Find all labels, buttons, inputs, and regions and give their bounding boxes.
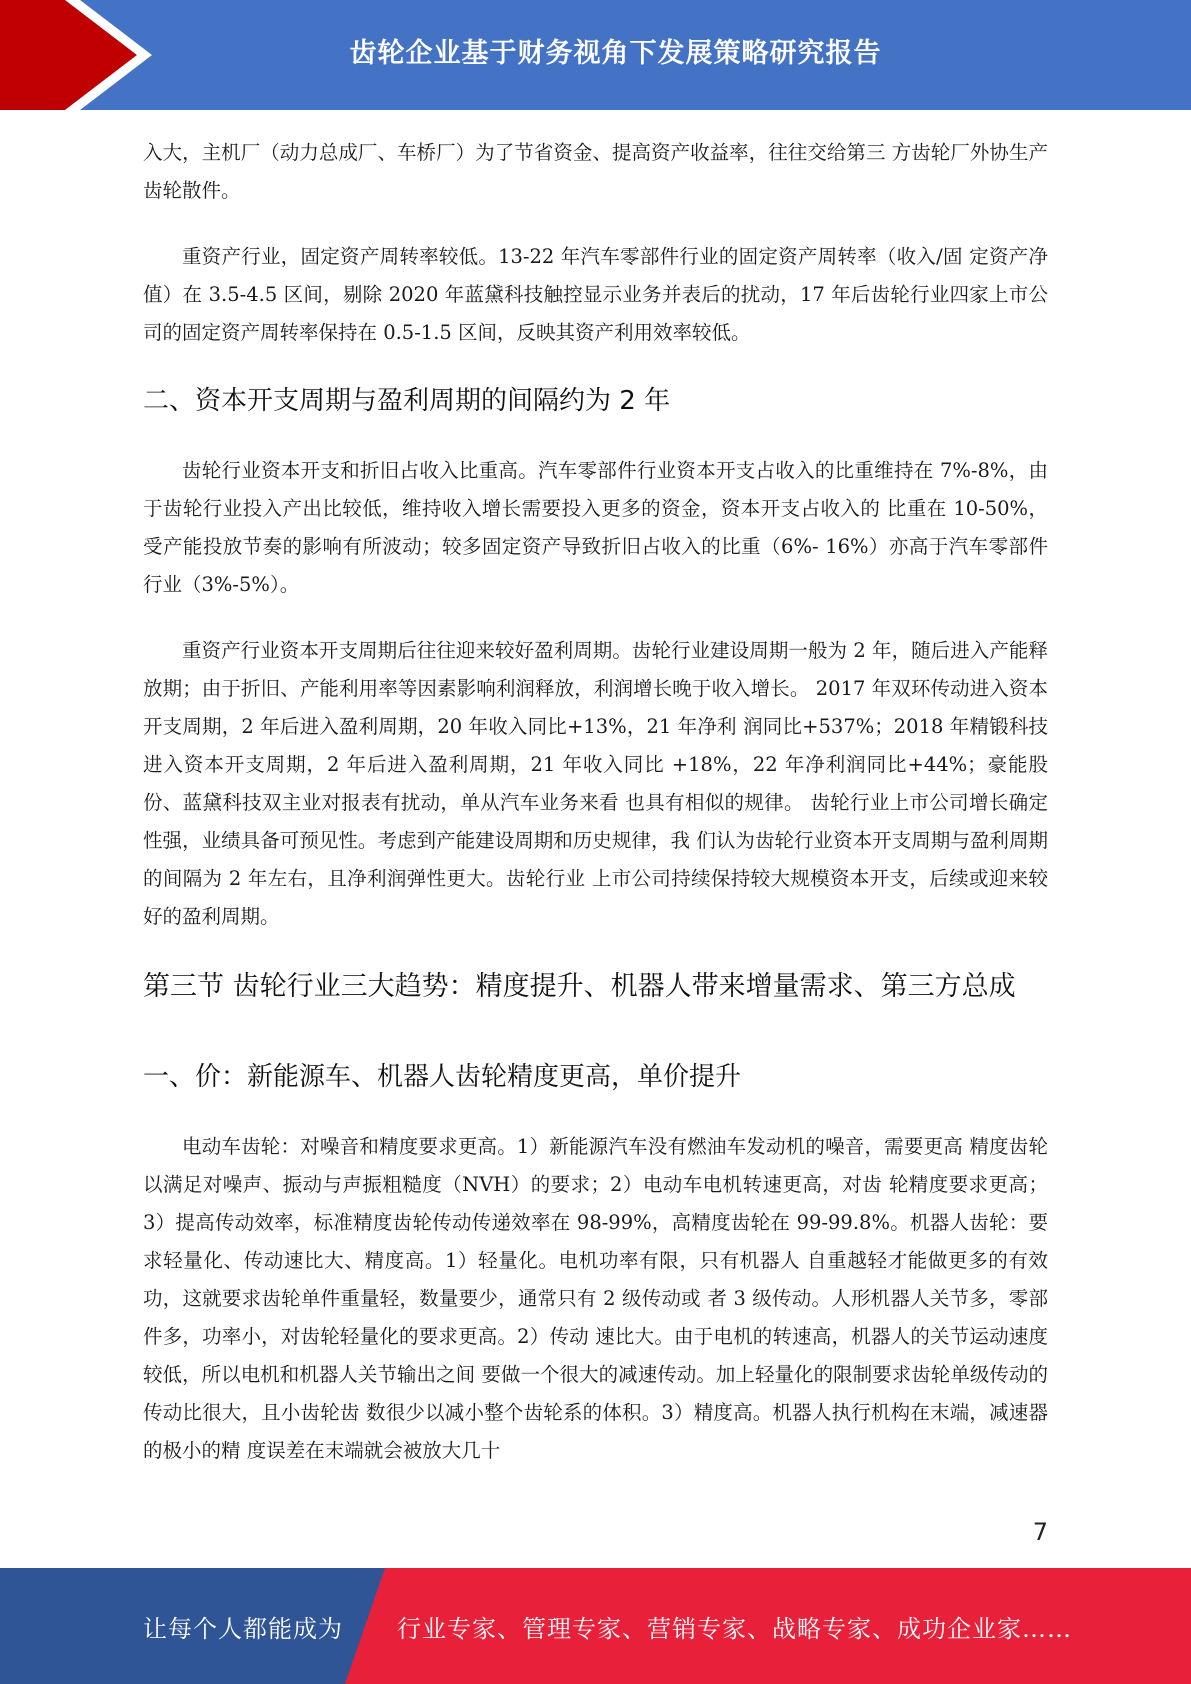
chapter-heading: 第三节 齿轮行业三大趋势：精度提升、机器人带来增量需求、第三方总成 bbox=[143, 971, 1016, 1002]
section-heading: 二、资本开支周期与盈利周期的间隔约为 2 年 bbox=[143, 386, 671, 416]
paragraph: 重资产行业资本开支周期后往往迎来较好盈利周期。齿轮行业建设周期一般为 2 年，随后进入产能释放期；由于折旧、产能利用率等因素影响利润释放，利润增长晚于收入增长。 2017 年双环传动进入资本开支周期，2 年后进入盈利周期，20 年收入同比+13%，21 年净利 润同比+537%；2018 年精锻科技进入资本开支周期，2 年后进入盈利周期，21 年收入同比 +18%，22 年净利润同比+44%；豪能股份、蓝黛科技双主业对报表有扰动，单从汽车业务来看 也具有相似的规律。 齿轮行业上市公司增长确定性强，业绩具备可预见性。考虑到产能建设周期和历史规律，我 们认为齿轮行业资本开支周期与盈利周期的间隔为 2 年左右，且净利润弹性更大。齿轮行业 上市公司持续保持较大规模资本开支，后续或迎来较好的盈利周期。 bbox=[143, 639, 1048, 928]
paragraph: 重资产行业，固定资产周转率较低。13-22 年汽车零部件行业的固定资产周转率（收入/固 定资产净值）在 3.5-4.5 区间，剔除 2020 年蓝黛科技触控显示业务并表后的扰动，17 年后齿轮行业四家上市公司的固定资产周转率保持在 0.5-1.5 区间，反映其资产利用效率较低。 bbox=[143, 245, 1048, 344]
paragraph: 入大，主机厂（动力总成厂、车桥厂）为了节省资金、提高资产收益率，往往交给第三 方齿轮厂外协生产齿轮散件。 bbox=[143, 141, 1048, 202]
page-number: 7 bbox=[1032, 1518, 1048, 1546]
page-header bbox=[0, 0, 1191, 110]
page-footer bbox=[0, 1568, 1191, 1684]
paragraph: 齿轮行业资本开支和折旧占收入比重高。汽车零部件行业资本开支占收入的比重维持在 7%-8%，由于齿轮行业投入产出比较低，维持收入增长需要投入更多的资金，资本开支占收入的 比重在 10-50%，受产能投放节奏的影响有所波动；较多固定资产导致折旧占收入的比重（6%- 16%）亦高于汽车零部件行业（3%-5%）。 bbox=[143, 459, 1048, 596]
footer-slogan-left: 让每个人都能成为 bbox=[143, 1614, 343, 1643]
header-title: 齿轮企业基于财务视角下发展策略研究报告 bbox=[349, 37, 882, 69]
footer-slogan-right: 行业专家、管理专家、营销专家、战略专家、成功企业家…… bbox=[397, 1614, 1072, 1643]
document-body bbox=[143, 134, 1048, 1498]
paragraph: 电动车齿轮：对噪音和精度要求更高。1）新能源汽车没有燃油车发动机的噪音，需要更高 精度齿轮以满足对噪声、振动与声振粗糙度（NVH）的要求；2）电动车电机转速更高，对齿 轮精度要求更高；3）提高传动效率，标准精度齿轮传动传递效率在 98-99%，高精度齿轮在 99-99.8%。机器人齿轮：要求轻量化、传动速比大、精度高。1）轻量化。电机功率有限，只有机器人 自重越轻才能做更多的有效功，这就要求齿轮单件重量轻，数量要少，通常只有 2 级传动或 者 3 级传动。人形机器人关节多，零部件多，功率小，对齿轮轻量化的要求更高。2）传动 速比大。由于电机的转速高，机器人的关节运动速度较低，所以电机和机器人关节输出之间 要做一个很大的减速传动。加上轻量化的限制要求齿轮单级传动的传动比很大，且小齿轮齿 数很少以减小整个齿轮系的体积。3）精度高。机器人执行机构在末端，减速器的极小的精 度误差在末端就会被放大几十 bbox=[143, 1135, 1048, 1462]
section-heading: 一、价：新能源车、机器人齿轮精度更高，单价提升 bbox=[143, 1062, 742, 1092]
